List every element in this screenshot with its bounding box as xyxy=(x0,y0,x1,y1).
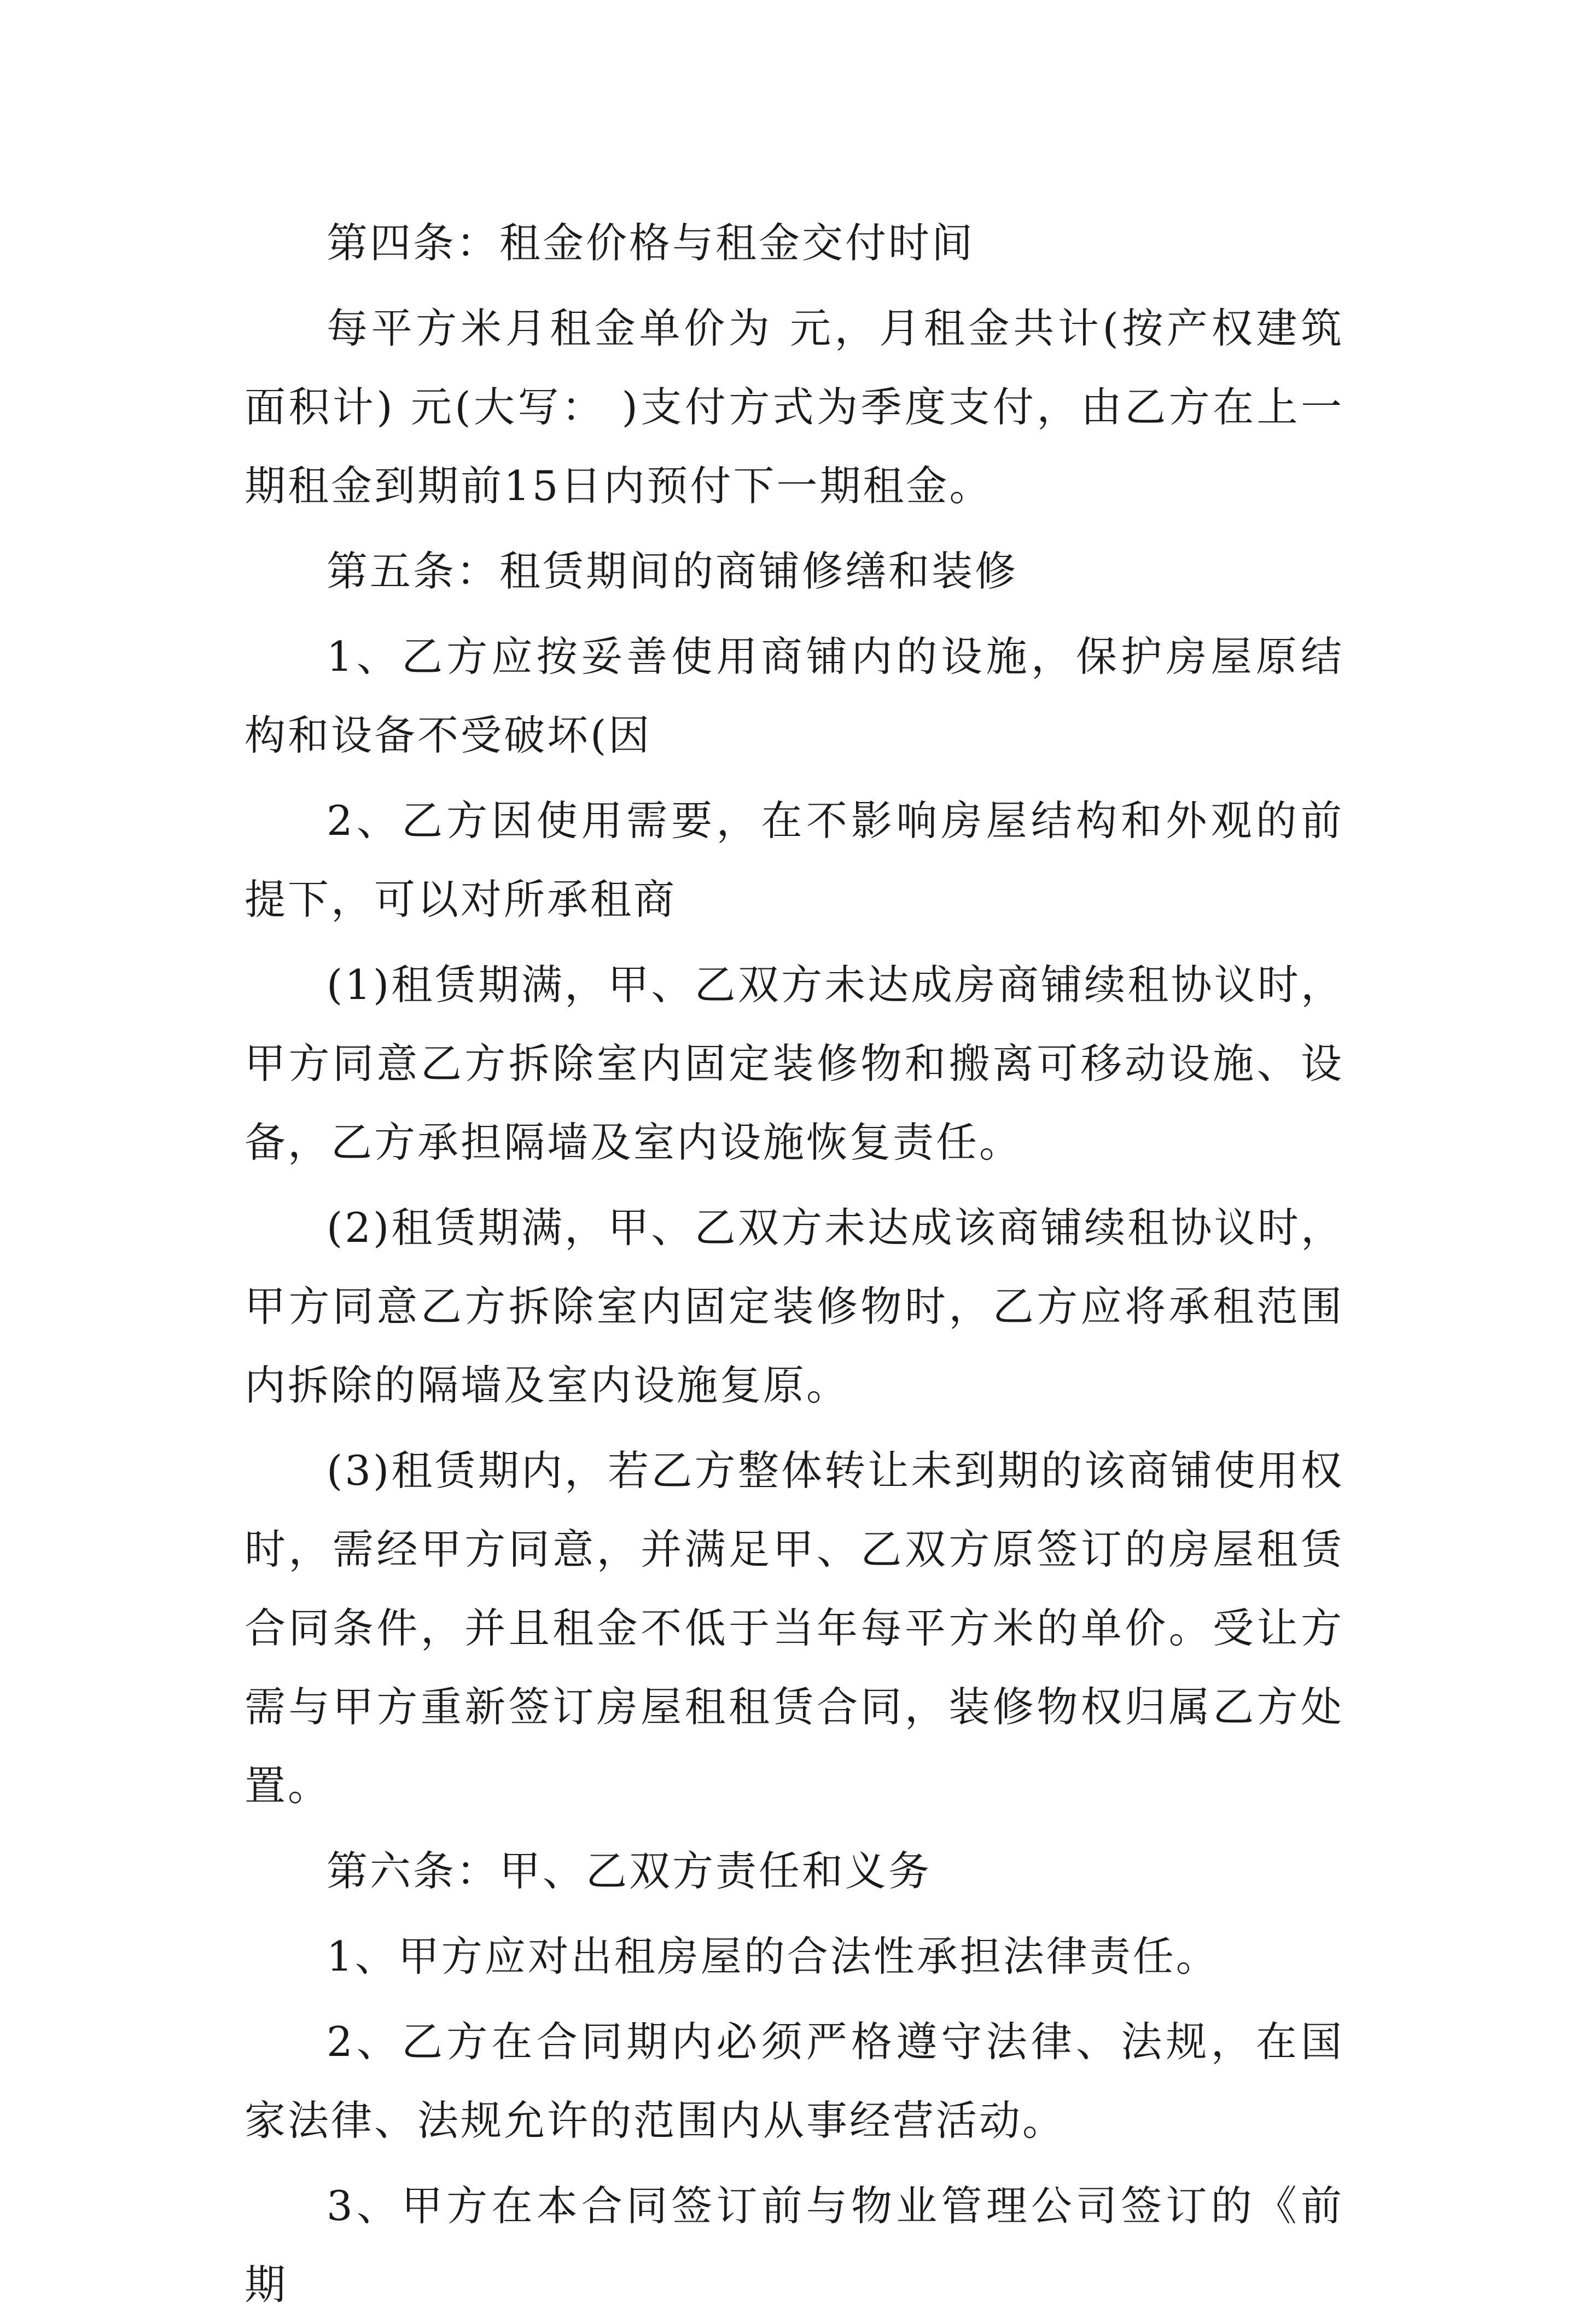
paragraph-spacer xyxy=(245,1910,1344,1917)
article-5-item-1: 1、乙方应按妥善使用商铺内的设施，保护房屋原结构和设备不受破坏(因 xyxy=(245,632,1344,759)
document-body xyxy=(245,204,1344,2324)
paragraph-spacer xyxy=(245,1825,1344,1832)
article-6-item-1: 1、甲方应对出租房屋的合法性承担法律责任。 xyxy=(327,1932,1219,1980)
paragraph-spacer xyxy=(245,1182,1344,1188)
article-5-subitem-2: (2)租赁期满，甲、乙双方未达成该商铺续租协议时，甲方同意乙方拆除室内固定装修物时，乙方应将承租范围内拆除的隔墙及室内设施复原。 xyxy=(245,1204,1344,1409)
paragraph-spacer xyxy=(245,525,1344,532)
article-5-heading: 第五条：租赁期间的商铺修缮和装修 xyxy=(327,547,1019,595)
article-5-item-2: 2、乙方因使用需要，在不影响房屋结构和外观的前提下，可以对所承租商 xyxy=(245,797,1344,923)
article-4-rent-paragraph: 每平方米月租金单价为 元，月租金共计(按产权建筑面积计) 元(大写： )支付方式为季度支付，由乙方在上一期租金到期前15日内预付下一期租金。 xyxy=(245,304,1344,510)
article-6-item-2: 2、乙方在合同期内必须严格遵守法律、法规，在国家法律、法规允许的范围内从事经营活动。 xyxy=(245,2018,1344,2145)
article-5-subitem-1: (1)租赁期满，甲、乙双方未达成房商铺续租协议时，甲方同意乙方拆除室内固定装修物和搬离可移动设施、设备，乙方承担隔墙及室内设施恢复责任。 xyxy=(245,961,1344,1166)
article-4-heading: 第四条：租金价格与租金交付时间 xyxy=(327,219,975,267)
paragraph-spacer xyxy=(245,775,1344,781)
article-6-heading: 第六条：甲、乙双方责任和义务 xyxy=(327,1847,932,1895)
paragraph-spacer xyxy=(245,939,1344,945)
paragraph-spacer xyxy=(245,611,1344,617)
paragraph-spacer xyxy=(245,1996,1344,2002)
paragraph-spacer xyxy=(245,2160,1344,2166)
article-6-item-3: 3、甲方在本合同签订前与物业管理公司签订的《前期 xyxy=(245,2182,1344,2309)
paragraph-spacer xyxy=(245,1425,1344,1431)
article-5-subitem-3: (3)租赁期内，若乙方整体转让未到期的该商铺使用权时，需经甲方同意，并满足甲、乙双方原签订的房屋租赁合同条件，并且租金不低于当年每平方米的单价。受让方需与甲方重新签订房屋租租赁合同，装修物权归属乙方处置。 xyxy=(245,1446,1344,1810)
paragraph-spacer xyxy=(245,282,1344,289)
